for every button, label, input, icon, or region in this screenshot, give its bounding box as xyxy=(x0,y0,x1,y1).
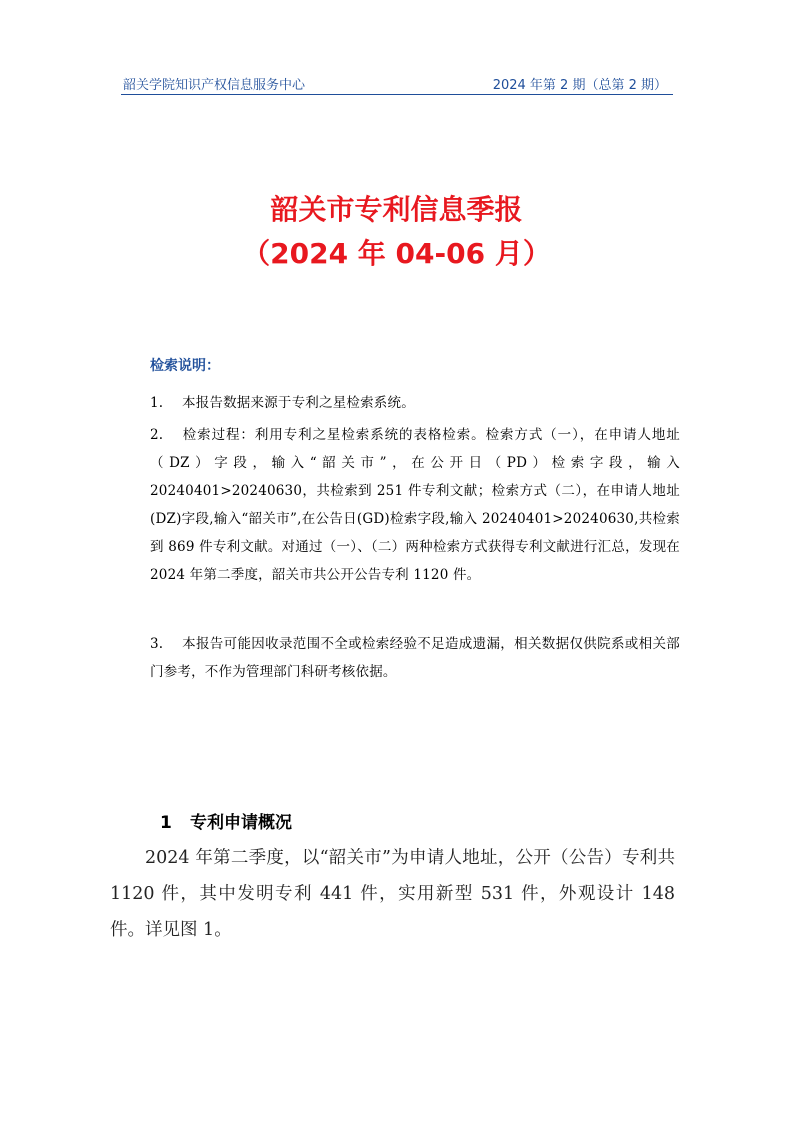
search-note-3 xyxy=(150,630,680,686)
section-heading xyxy=(160,808,292,833)
page-header xyxy=(121,74,673,95)
search-note-1-number: 1. xyxy=(150,395,164,411)
header-issue: 2024 年第 2 期（总第 2 期） xyxy=(492,78,667,93)
search-notes-label: 检索说明： xyxy=(150,358,220,374)
section-body: 2024 年第二季度，以“韶关市”为申请人地址，公开（公告）专利共 1120 件，其中发明专利 441 件，实用新型 531 件，外观设计 148 件。详见图 1。 xyxy=(110,848,675,940)
report-period: （2024 年 04-06 月） xyxy=(242,237,551,270)
search-note-2-number: 2. xyxy=(150,427,164,443)
search-note-3-number: 3. xyxy=(150,636,164,652)
section-title: 专利申请概况 xyxy=(190,813,292,833)
search-note-2 xyxy=(150,421,680,589)
header-organization: 韶关学院知识产权信息服务中心 xyxy=(123,78,306,93)
section-number: 1 xyxy=(160,813,172,833)
search-note-1-text: 本报告数据来源于专利之星检索系统。 xyxy=(182,395,415,411)
report-title: 韶关市专利信息季报 xyxy=(270,193,523,226)
search-note-2-text: 检索过程：利用专利之星检索系统的表格检索。检索方式（一），在申请人地址（DZ）字段，输入“韶关市”，在公开日（PD）检索字段，输入 20240401>20240630，共检索到 251 件专利文献；检索方式（二），在申请人地址(DZ)字段,输入“韶关市”,在公告日(GD)检索字段,输入 20240401>20240630,共检索到 869 件专利文献。对通过（一）、（二）两种检索方式获得专利文献进行汇总，发现在 2024 年第二季度，韶关市共公开公告专利 1120 件。 xyxy=(150,427,680,583)
search-note-3-text: 本报告可能因收录范围不全或检索经验不足造成遗漏，相关数据仅供院系或相关部门参考，不作为管理部门科研考核依据。 xyxy=(150,636,680,680)
search-note-1 xyxy=(150,389,680,417)
